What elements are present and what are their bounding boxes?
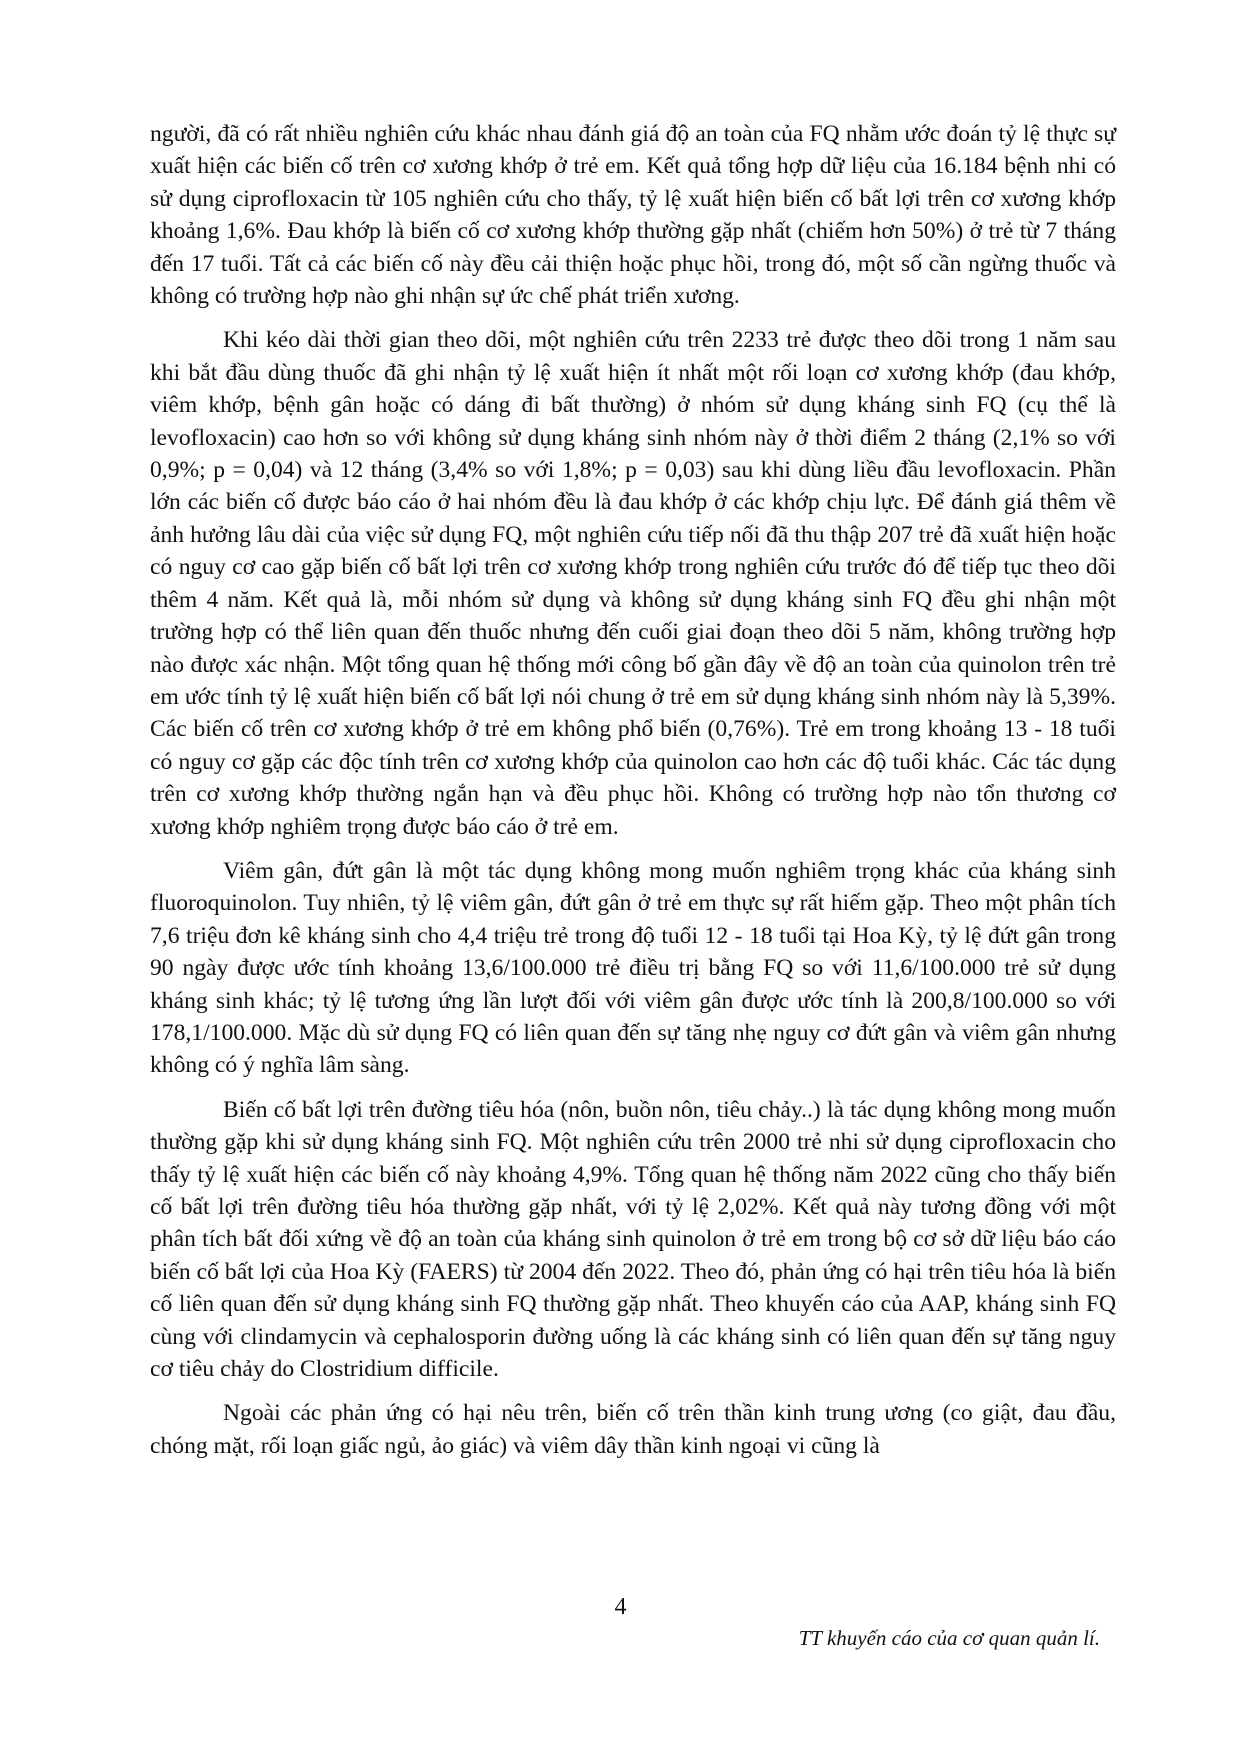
document-body <box>150 118 1116 1474</box>
paragraph-3: Viêm gân, đứt gân là một tác dụng không mong muốn nghiêm trọng khác của kháng sinh fluoroquinolon. Tuy nhiên, tỷ lệ viêm gân, đứt gân ở trẻ em thực sự rất hiếm gặp. Theo một phân tích 7,6 triệu đơn kê kháng sinh cho 4,4 triệu trẻ trong độ tuổi 12 - 18 tuổi tại Hoa Kỳ, tỷ lệ đứt gân trong 90 ngày được ước tính khoảng 13,6/100.000 trẻ điều trị bằng FQ so với 11,6/100.000 trẻ sử dụng kháng sinh khác; tỷ lệ tương ứng lần lượt đối với viêm gân được ước tính là 200,8/100.000 so với 178,1/100.000. Mặc dù sử dụng FQ có liên quan đến sự tăng nhẹ nguy cơ đứt gân và viêm gân nhưng không có ý nghĩa lâm sàng. <box>150 857 1116 1079</box>
paragraph-1: người, đã có rất nhiều nghiên cứu khác nhau đánh giá độ an toàn của FQ nhằm ước đoán tỷ lệ thực sự xuất hiện các biến cố trên cơ xương khớp ở trẻ em. Kết quả tổng hợp dữ liệu của 16.184 bệnh nhi có sử dụng ciprofloxacin từ 105 nghiên cứu cho thấy, tỷ lệ xuất hiện biến cố bất lợi trên cơ xương khớp khoảng 1,6%. Đau khớp là biến cố cơ xương khớp thường gặp nhất (chiếm hơn 50%) ở trẻ từ 7 tháng đến 17 tuổi. Tất cả các biến cố này đều cải thiện hoặc phục hồi, trong đó, một số cần ngừng thuốc và không có trường hợp nào ghi nhận sự ức chế phát triển xương. <box>150 121 1116 310</box>
paragraph-2: Khi kéo dài thời gian theo dõi, một nghiên cứu trên 2233 trẻ được theo dõi trong 1 năm sau khi bắt đầu dùng thuốc đã ghi nhận tỷ lệ xuất hiện ít nhất một rối loạn cơ xương khớp (đau khớp, viêm khớp, bệnh gân hoặc có dáng đi bất thường) ở nhóm sử dụng kháng sinh FQ (cụ thể là levofloxacin) cao hơn so với không sử dụng kháng sinh nhóm này ở thời điểm 2 tháng (2,1% so với 0,9%; p = 0,04) và 12 tháng (3,4% so với 1,8%; p = 0,03) sau khi dùng liều đầu levofloxacin. Phần lớn các biến cố được báo cáo ở hai nhóm đều là đau khớp ở các khớp chịu lực. Để đánh giá thêm về ảnh hưởng lâu dài của việc sử dụng FQ, một nghiên cứu tiếp nối đã thu thập 207 trẻ đã xuất hiện hoặc có nguy cơ cao gặp biến cố bất lợi trên cơ xương khớp trong nghiên cứu trước đó để tiếp tục theo dõi thêm 4 năm. Kết quả là, mỗi nhóm sử dụng và không sử dụng kháng sinh FQ đều ghi nhận một trường hợp có thể liên quan đến thuốc nhưng đến cuối giai đoạn theo dõi 5 năm, không trường hợp nào được xác nhận. Một tổng quan hệ thống mới công bố gần đây về độ an toàn của quinolon trên trẻ em ước tính tỷ lệ xuất hiện biến cố bất lợi nói chung ở trẻ em sử dụng kháng sinh nhóm này là 5,39%. Các biến cố trên cơ xương khớp ở trẻ em không phổ biến (0,76%). Trẻ em trong khoảng 13 - 18 tuổi có nguy cơ gặp các độc tính trên cơ xương khớp của quinolon cao hơn các độ tuổi khác. Các tác dụng trên cơ xương khớp thường ngắn hạn và đều phục hồi. Không có trường hợp nào tổn thương cơ xương khớp nghiêm trọng được báo cáo ở trẻ em. <box>150 327 1116 840</box>
paragraph-4: Biến cố bất lợi trên đường tiêu hóa (nôn, buồn nôn, tiêu chảy..) là tác dụng không mong muốn thường gặp khi sử dụng kháng sinh FQ. Một nghiên cứu trên 2000 trẻ nhi sử dụng ciprofloxacin cho thấy tỷ lệ xuất hiện các biến cố này khoảng 4,9%. Tổng quan hệ thống năm 2022 cũng cho thấy biến cố bất lợi trên đường tiêu hóa thường gặp nhất, với tỷ lệ 2,02%. Kết quả này tương đồng với một phân tích bất đối xứng về độ an toàn của kháng sinh quinolon ở trẻ em trong bộ cơ sở dữ liệu báo cáo biến cố bất lợi của Hoa Kỳ (FAERS) từ 2004 đến 2022. Theo đó, phản ứng có hại trên tiêu hóa là biến cố liên quan đến sử dụng kháng sinh FQ thường gặp nhất. Theo khuyến cáo của AAP, kháng sinh FQ cùng với clindamycin và cephalosporin đường uống là các kháng sinh có liên quan đến sự tăng nguy cơ tiêu chảy do Clostridium difficile. <box>150 1096 1116 1383</box>
page-number: 4 <box>614 1594 627 1620</box>
paragraph-5: Ngoài các phản ứng có hại nêu trên, biến cố trên thần kinh trung ương (co giật, đau đầu, chóng mặt, rối loạn giấc ngủ, ảo giác) và viêm dây thần kinh ngoại vi cũng là <box>150 1400 1116 1459</box>
footer-note: TT khuyến cáo của cơ quan quản lí. <box>798 1626 1100 1650</box>
